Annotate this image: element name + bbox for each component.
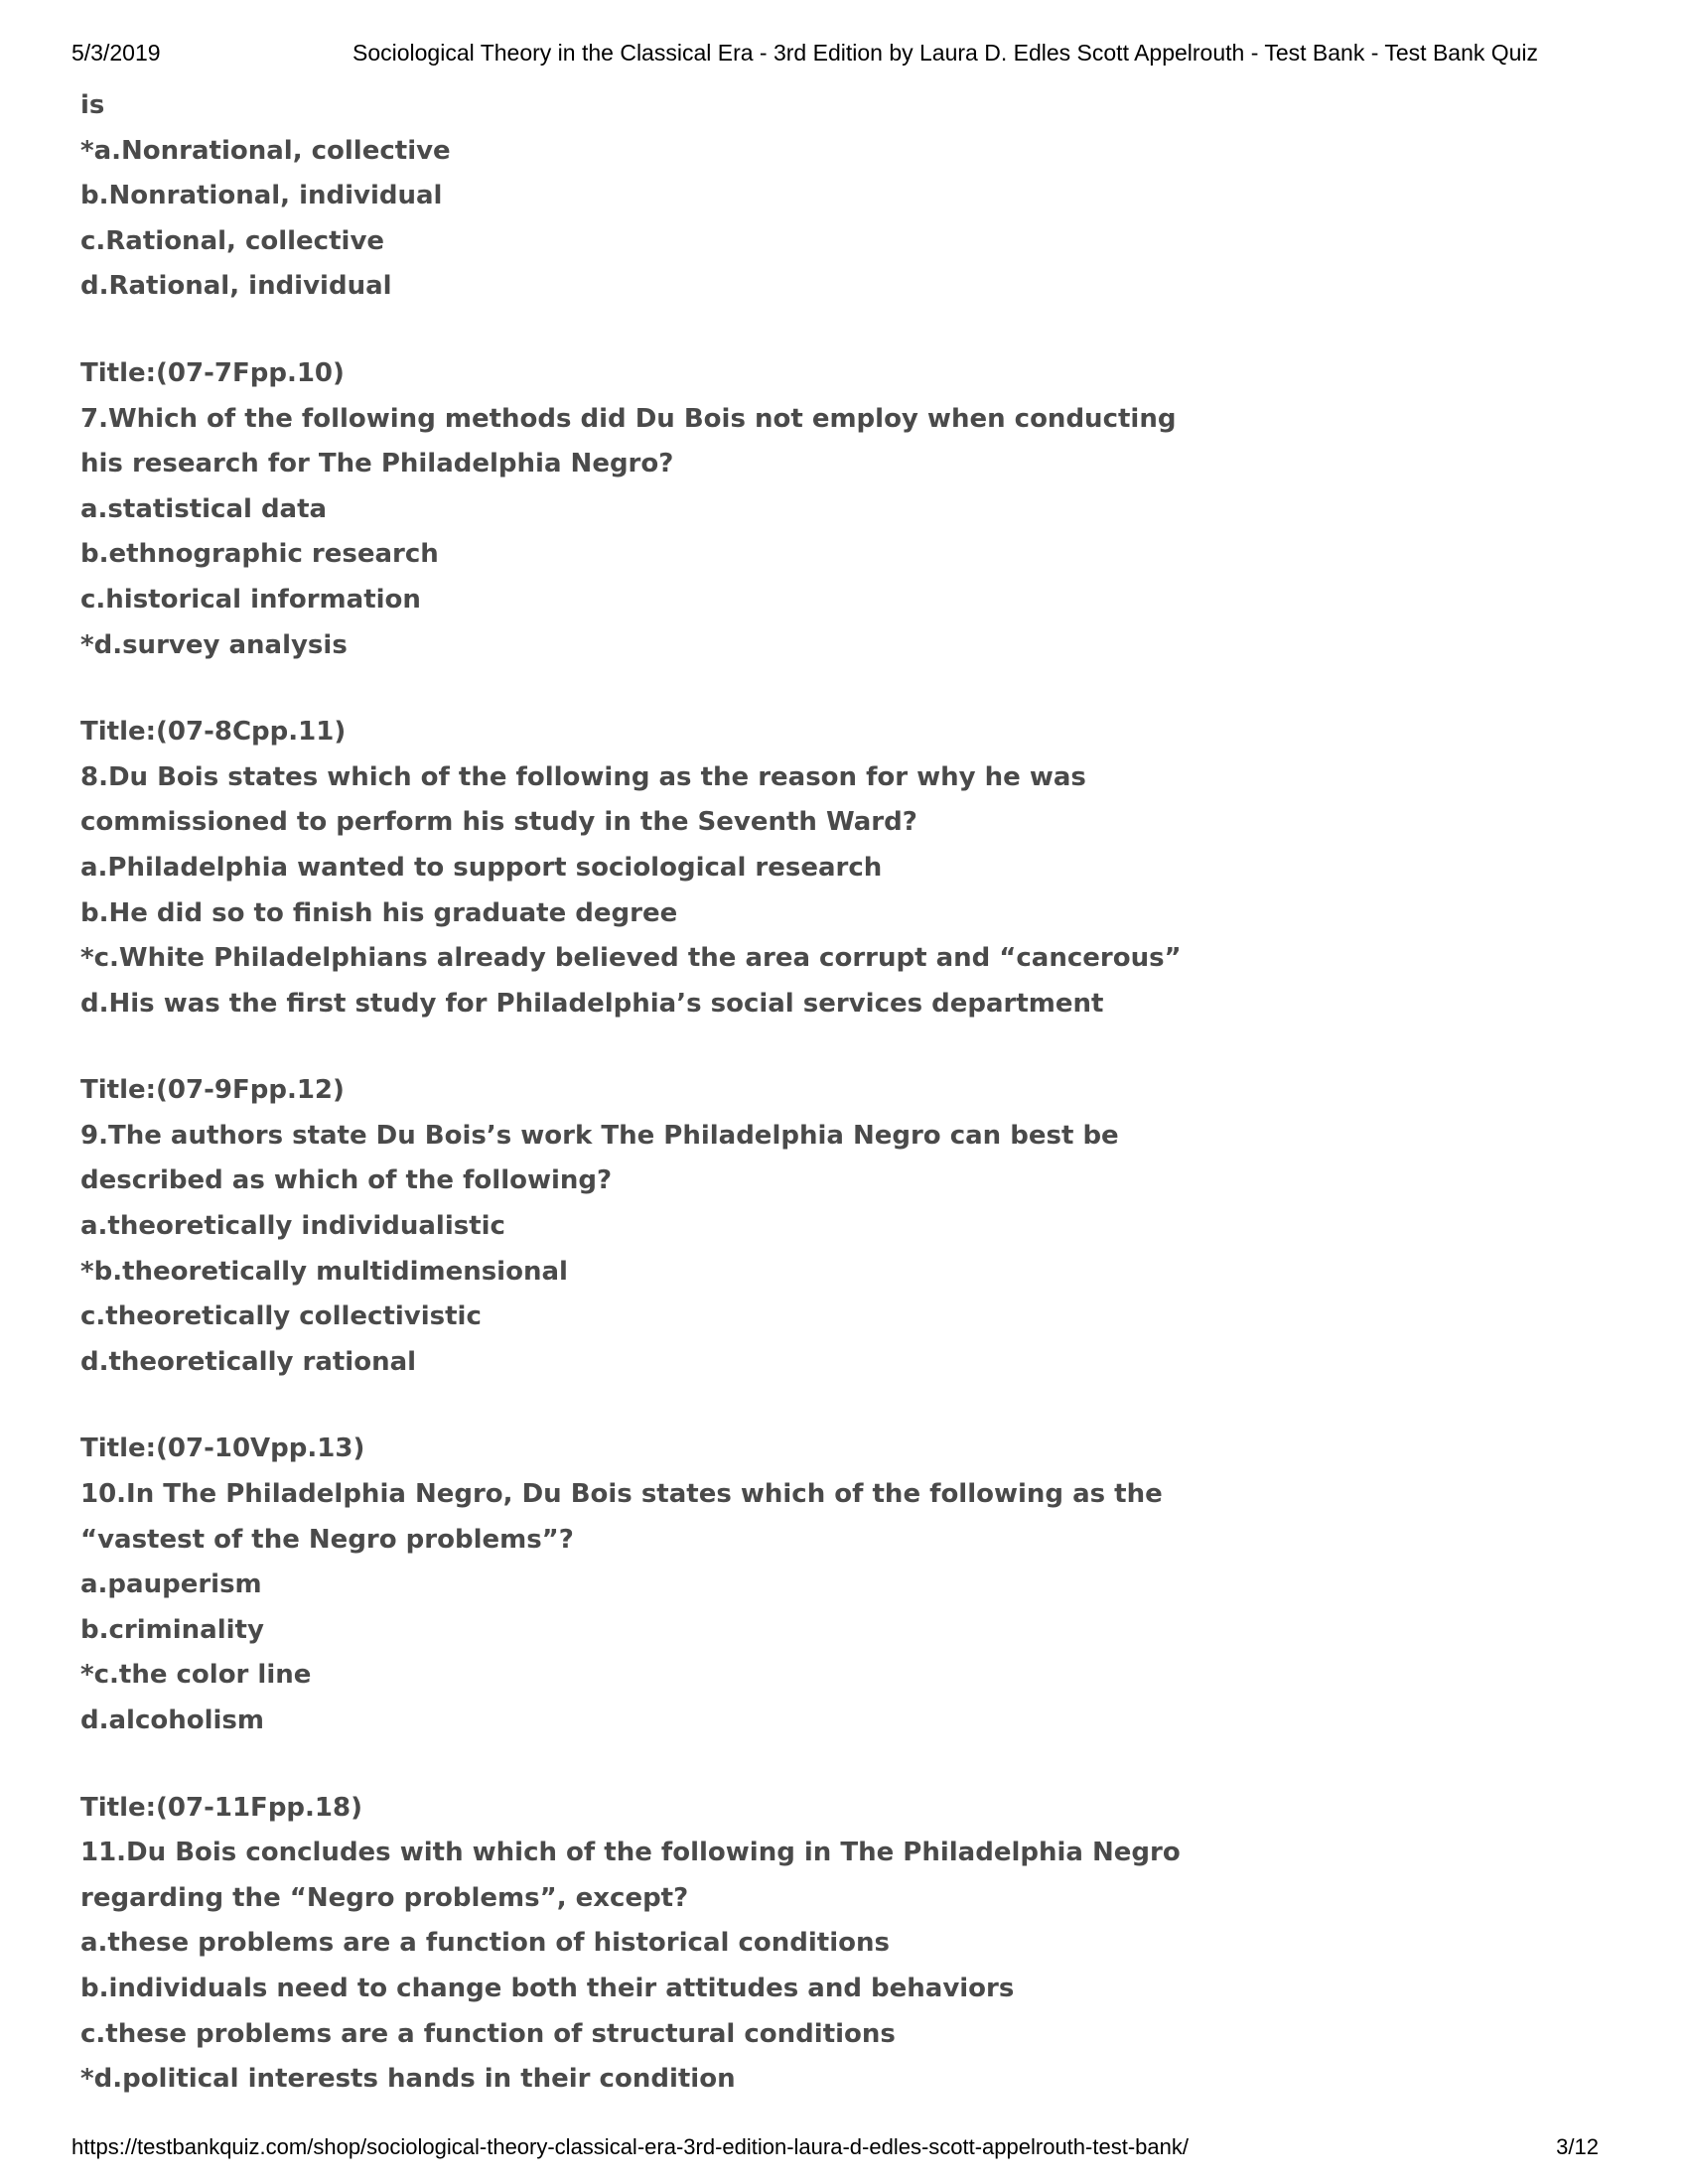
answer-option: b.He did so to finish his graduate degree xyxy=(80,897,678,928)
question-title: Title:(07-10Vpp.13) xyxy=(80,1433,365,1464)
answer-option: a.these problems are a function of historical conditions xyxy=(80,1928,890,1959)
question-text: regarding the “Negro problems”, except? xyxy=(80,1882,689,1913)
answer-option: d.alcoholism xyxy=(80,1706,264,1735)
answer-option: c.historical information xyxy=(80,584,421,614)
question-title: Title:(07-7Fpp.10) xyxy=(80,357,345,388)
question-text: 10.In The Philadelphia Negro, Du Bois states which of the following as the xyxy=(80,1479,1163,1510)
answer-option: *c.White Philadelphians already believed the area corrupt and “cancerous” xyxy=(80,943,1182,974)
question-text: 9.The authors state Du Bois’s work The Philadelphia Negro can best be xyxy=(80,1120,1119,1151)
print-date: 5/3/2019 xyxy=(71,40,161,66)
page-title: Sociological Theory in the Classical Era - 3rd Edition by Laura D. Edles Scott Appelrouth - Test Bank - Test Bank Quiz xyxy=(352,40,1539,66)
answer-option: *d.survey analysis xyxy=(80,629,348,660)
page-footer xyxy=(0,2134,1688,2164)
answer-option: c.theoretically collectivistic xyxy=(80,1301,482,1332)
page-header xyxy=(0,40,1688,69)
page-url: https://testbankquiz.com/shop/sociological-theory-classical-era-3rd-edition-laura-d-edles-scott-appelrouth-test-bank/ xyxy=(71,2134,1189,2159)
answer-option: c.Rational, collective xyxy=(80,225,385,256)
answer-option: d.His was the first study for Philadelphia’s social services department xyxy=(80,988,1104,1019)
question-block xyxy=(80,710,1629,1026)
answer-option: b.Nonrational, individual xyxy=(80,181,443,211)
answer-option: b.criminality xyxy=(80,1614,264,1645)
question-title: Title:(07-8Cpp.11) xyxy=(80,717,347,748)
question-text: 7.Which of the following methods did Du Bois not employ when conducting xyxy=(80,403,1177,434)
question-text: 11.Du Bois concludes with which of the following in The Philadelphia Negro xyxy=(80,1838,1181,1868)
answer-option: b.ethnographic research xyxy=(80,539,439,570)
answer-option: a.theoretically individualistic xyxy=(80,1211,505,1242)
question-text: 8.Du Bois states which of the following as the reason for why he was xyxy=(80,761,1086,792)
question-text: his research for The Philadelphia Negro? xyxy=(80,449,674,479)
question-text: described as which of the following? xyxy=(80,1165,613,1196)
answer-option: d.Rational, individual xyxy=(80,271,392,302)
answer-option: a.pauperism xyxy=(80,1570,262,1600)
answer-option: d.theoretically rational xyxy=(80,1346,417,1377)
question-text: “vastest of the Negro problems”? xyxy=(80,1524,574,1555)
answer-option: *a.Nonrational, collective xyxy=(80,135,451,166)
answer-option: a.Philadelphia wanted to support sociological research xyxy=(80,852,883,883)
answer-option: *d.political interests hands in their condition xyxy=(80,2064,736,2095)
continuation-text: is xyxy=(80,90,105,120)
document-body xyxy=(80,83,1629,2103)
question-block xyxy=(80,1786,1629,2103)
question-block xyxy=(80,351,1629,668)
answer-option: *b.theoretically multidimensional xyxy=(80,1256,568,1287)
answer-option: c.these problems are a function of structural conditions xyxy=(80,2018,896,2049)
question-block xyxy=(80,1068,1629,1385)
answer-option: *c.the color line xyxy=(80,1660,312,1691)
question-title: Title:(07-9Fpp.12) xyxy=(80,1075,345,1106)
page-number: 3/12 xyxy=(1556,2134,1599,2159)
answer-option: a.statistical data xyxy=(80,493,328,524)
question-text: commissioned to perform his study in the Seventh Ward? xyxy=(80,807,917,838)
question-block xyxy=(80,1427,1629,1743)
answer-option: b.individuals need to change both their attitudes and behaviors xyxy=(80,1973,1015,2003)
question-title: Title:(07-11Fpp.18) xyxy=(80,1792,362,1823)
